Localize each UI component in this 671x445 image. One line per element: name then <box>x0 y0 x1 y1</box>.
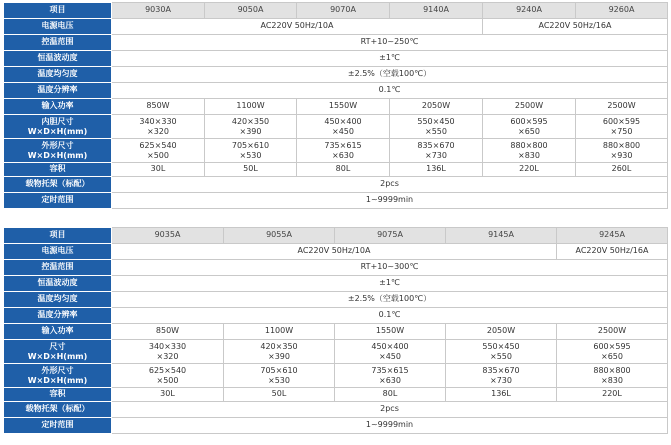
label-resolution: 温度分辨率 <box>4 308 112 324</box>
label-voltage: 电源电压 <box>4 244 112 260</box>
volume-value: 50L <box>205 163 297 177</box>
model-cell: 9070A <box>297 3 390 19</box>
resolution-value: 0.1℃ <box>112 83 668 99</box>
label-voltage: 电源电压 <box>4 19 112 35</box>
inner-size-value <box>205 115 297 139</box>
power-row <box>4 99 668 115</box>
outer-size-value <box>224 364 335 388</box>
dim-line: 340×330 <box>148 341 187 351</box>
label-timer: 定时范围 <box>4 418 112 434</box>
label-tray: 载物托架（标配） <box>4 402 112 418</box>
uniformity-row <box>4 67 668 83</box>
volume-value: 30L <box>112 388 224 402</box>
dim-line: 705×610 <box>231 140 270 150</box>
dim-line: ×930 <box>610 150 633 160</box>
dim-line: 880×800 <box>593 365 631 375</box>
dim-line: 450×400 <box>371 341 409 351</box>
dim-line: ×550 <box>490 351 512 361</box>
model-cell: 9055A <box>224 228 335 244</box>
power-value: 1100W <box>205 99 297 115</box>
inner-size-value <box>446 340 557 364</box>
dim-line: 835×670 <box>417 140 455 150</box>
power-value: 1550W <box>335 324 446 340</box>
dim-line: 600×595 <box>593 341 631 351</box>
inner-size-value <box>483 115 576 139</box>
fluctuation-row <box>4 51 668 67</box>
dim-line: ×500 <box>147 150 169 160</box>
outer-size-value <box>205 139 297 163</box>
spec-table-2 <box>3 227 668 434</box>
voltage-value: AC220V 50Hz/10A <box>112 19 483 35</box>
temp-range-row <box>4 35 668 51</box>
timer-value: 1~9999min <box>112 193 668 209</box>
outer-size-row <box>4 364 668 388</box>
model-cell: 9260A <box>576 3 668 19</box>
tray-row <box>4 402 668 418</box>
label-power: 输入功率 <box>4 99 112 115</box>
fluctuation-value: ±1℃ <box>112 276 668 292</box>
volume-value: 136L <box>446 388 557 402</box>
label-temp-range: 控温范围 <box>4 35 112 51</box>
label-uniformity: 温度均匀度 <box>4 67 112 83</box>
dim-line: ×530 <box>268 375 290 385</box>
dim-line: ×630 <box>332 150 354 160</box>
dim-line: ×500 <box>156 375 179 385</box>
label-line: W×D×H(mm) <box>27 126 88 136</box>
model-cell: 9075A <box>335 228 446 244</box>
volume-row <box>4 163 668 177</box>
dim-line: 550×450 <box>417 116 455 126</box>
model-cell: 9240A <box>483 3 576 19</box>
label-line: W×D×H(mm) <box>27 375 88 385</box>
header-row <box>4 3 668 19</box>
label-outer-size <box>4 139 112 163</box>
label-power: 输入功率 <box>4 324 112 340</box>
volume-value: 260L <box>576 163 668 177</box>
inner-size-row <box>4 340 668 364</box>
temp-range-row <box>4 260 668 276</box>
dim-line: 880×800 <box>510 140 548 150</box>
label-line: W×D×H(mm) <box>27 150 88 160</box>
volume-value: 220L <box>557 388 668 402</box>
dim-line: ×450 <box>332 126 354 136</box>
inner-size-value <box>335 340 446 364</box>
dim-line: ×450 <box>379 351 401 361</box>
label-item: 项目 <box>4 228 112 244</box>
inner-size-value <box>112 115 205 139</box>
label-resolution: 温度分辨率 <box>4 83 112 99</box>
power-row <box>4 324 668 340</box>
dim-line: ×650 <box>518 126 540 136</box>
inner-size-value <box>297 115 390 139</box>
label-line: 外形尺寸 <box>41 365 74 375</box>
label-uniformity: 温度均匀度 <box>4 292 112 308</box>
volume-value: 80L <box>297 163 390 177</box>
power-value: 1550W <box>297 99 390 115</box>
label-outer-size <box>4 364 112 388</box>
power-value: 2500W <box>576 99 668 115</box>
voltage-value: AC220V 50Hz/16A <box>557 244 668 260</box>
dim-line: 600×595 <box>602 116 641 126</box>
dim-line: 705×610 <box>260 365 298 375</box>
dim-line: ×320 <box>147 126 169 136</box>
dim-line: ×730 <box>490 375 512 385</box>
volume-row <box>4 388 668 402</box>
tray-value: 2pcs <box>112 177 668 193</box>
power-value: 2050W <box>446 324 557 340</box>
dim-line: 600×595 <box>510 116 548 126</box>
dim-line: 625×540 <box>148 365 187 375</box>
inner-size-value <box>224 340 335 364</box>
label-fluctuation: 恒温波动度 <box>4 276 112 292</box>
dim-line: ×830 <box>601 375 623 385</box>
dim-line: ×320 <box>156 351 179 361</box>
uniformity-row <box>4 292 668 308</box>
model-cell: 9140A <box>390 3 483 19</box>
timer-value: 1~9999min <box>112 418 668 434</box>
tray-value: 2pcs <box>112 402 668 418</box>
volume-value: 80L <box>335 388 446 402</box>
dim-line: 340×330 <box>139 116 177 126</box>
model-cell: 9035A <box>112 228 224 244</box>
label-line: W×D×H(mm) <box>27 351 88 361</box>
dim-line: ×730 <box>425 150 447 160</box>
label-inner-size <box>4 115 112 139</box>
dim-line: 550×450 <box>482 341 520 351</box>
resolution-row <box>4 83 668 99</box>
outer-size-row <box>4 139 668 163</box>
label-line: 尺寸 <box>49 341 66 351</box>
dim-line: 835×670 <box>482 365 520 375</box>
label-temp-range: 控温范围 <box>4 260 112 276</box>
outer-size-value <box>576 139 668 163</box>
outer-size-value <box>446 364 557 388</box>
dim-line: 880×800 <box>602 140 641 150</box>
model-cell: 9050A <box>205 3 297 19</box>
power-value: 2500W <box>557 324 668 340</box>
resolution-row <box>4 308 668 324</box>
header-row <box>4 228 668 244</box>
dim-line: ×830 <box>518 150 540 160</box>
model-cell: 9245A <box>557 228 668 244</box>
voltage-row <box>4 244 668 260</box>
outer-size-value <box>390 139 483 163</box>
spec-table-1 <box>3 2 668 209</box>
outer-size-value <box>483 139 576 163</box>
fluctuation-value: ±1℃ <box>112 51 668 67</box>
outer-size-value <box>557 364 668 388</box>
uniformity-value: ±2.5%（空载100℃） <box>112 292 668 308</box>
inner-size-value <box>557 340 668 364</box>
power-value: 850W <box>112 324 224 340</box>
outer-size-value <box>112 139 205 163</box>
voltage-value: AC220V 50Hz/16A <box>483 19 668 35</box>
inner-size-value <box>390 115 483 139</box>
volume-value: 136L <box>390 163 483 177</box>
label-timer: 定时范围 <box>4 193 112 209</box>
volume-value: 30L <box>112 163 205 177</box>
power-value: 850W <box>112 99 205 115</box>
label-line: 外形尺寸 <box>41 140 74 150</box>
power-value: 2500W <box>483 99 576 115</box>
label-line: 内胆尺寸 <box>41 116 74 126</box>
resolution-value: 0.1℃ <box>112 308 668 324</box>
outer-size-value <box>335 364 446 388</box>
voltage-row <box>4 19 668 35</box>
power-value: 2050W <box>390 99 483 115</box>
dim-line: 735×615 <box>371 365 409 375</box>
dim-line: ×390 <box>268 351 290 361</box>
temp-range-value: RT+10~250℃ <box>112 35 668 51</box>
dim-line: 735×615 <box>324 140 362 150</box>
timer-row <box>4 193 668 209</box>
inner-size-value <box>112 340 224 364</box>
label-volume: 容积 <box>4 163 112 177</box>
dim-line: ×550 <box>425 126 447 136</box>
outer-size-value <box>112 364 224 388</box>
label-item: 项目 <box>4 3 112 19</box>
dim-line: ×390 <box>239 126 262 136</box>
fluctuation-row <box>4 276 668 292</box>
label-volume: 容积 <box>4 388 112 402</box>
uniformity-value: ±2.5%（空载100℃） <box>112 67 668 83</box>
timer-row <box>4 418 668 434</box>
dim-line: 420×350 <box>260 341 298 351</box>
model-cell: 9030A <box>112 3 205 19</box>
label-tray: 载物托架（标配） <box>4 177 112 193</box>
dim-line: 420×350 <box>231 116 270 126</box>
dim-line: 450×400 <box>324 116 362 126</box>
tray-row <box>4 177 668 193</box>
power-value: 1100W <box>224 324 335 340</box>
dim-line: 625×540 <box>139 140 177 150</box>
volume-value: 50L <box>224 388 335 402</box>
inner-size-row <box>4 115 668 139</box>
outer-size-value <box>297 139 390 163</box>
label-inner-size <box>4 340 112 364</box>
dim-line: ×750 <box>610 126 633 136</box>
model-cell: 9145A <box>446 228 557 244</box>
dim-line: ×650 <box>601 351 623 361</box>
dim-line: ×630 <box>379 375 401 385</box>
label-fluctuation: 恒温波动度 <box>4 51 112 67</box>
voltage-value: AC220V 50Hz/10A <box>112 244 557 260</box>
volume-value: 220L <box>483 163 576 177</box>
inner-size-value <box>576 115 668 139</box>
temp-range-value: RT+10~300℃ <box>112 260 668 276</box>
dim-line: ×530 <box>239 150 262 160</box>
